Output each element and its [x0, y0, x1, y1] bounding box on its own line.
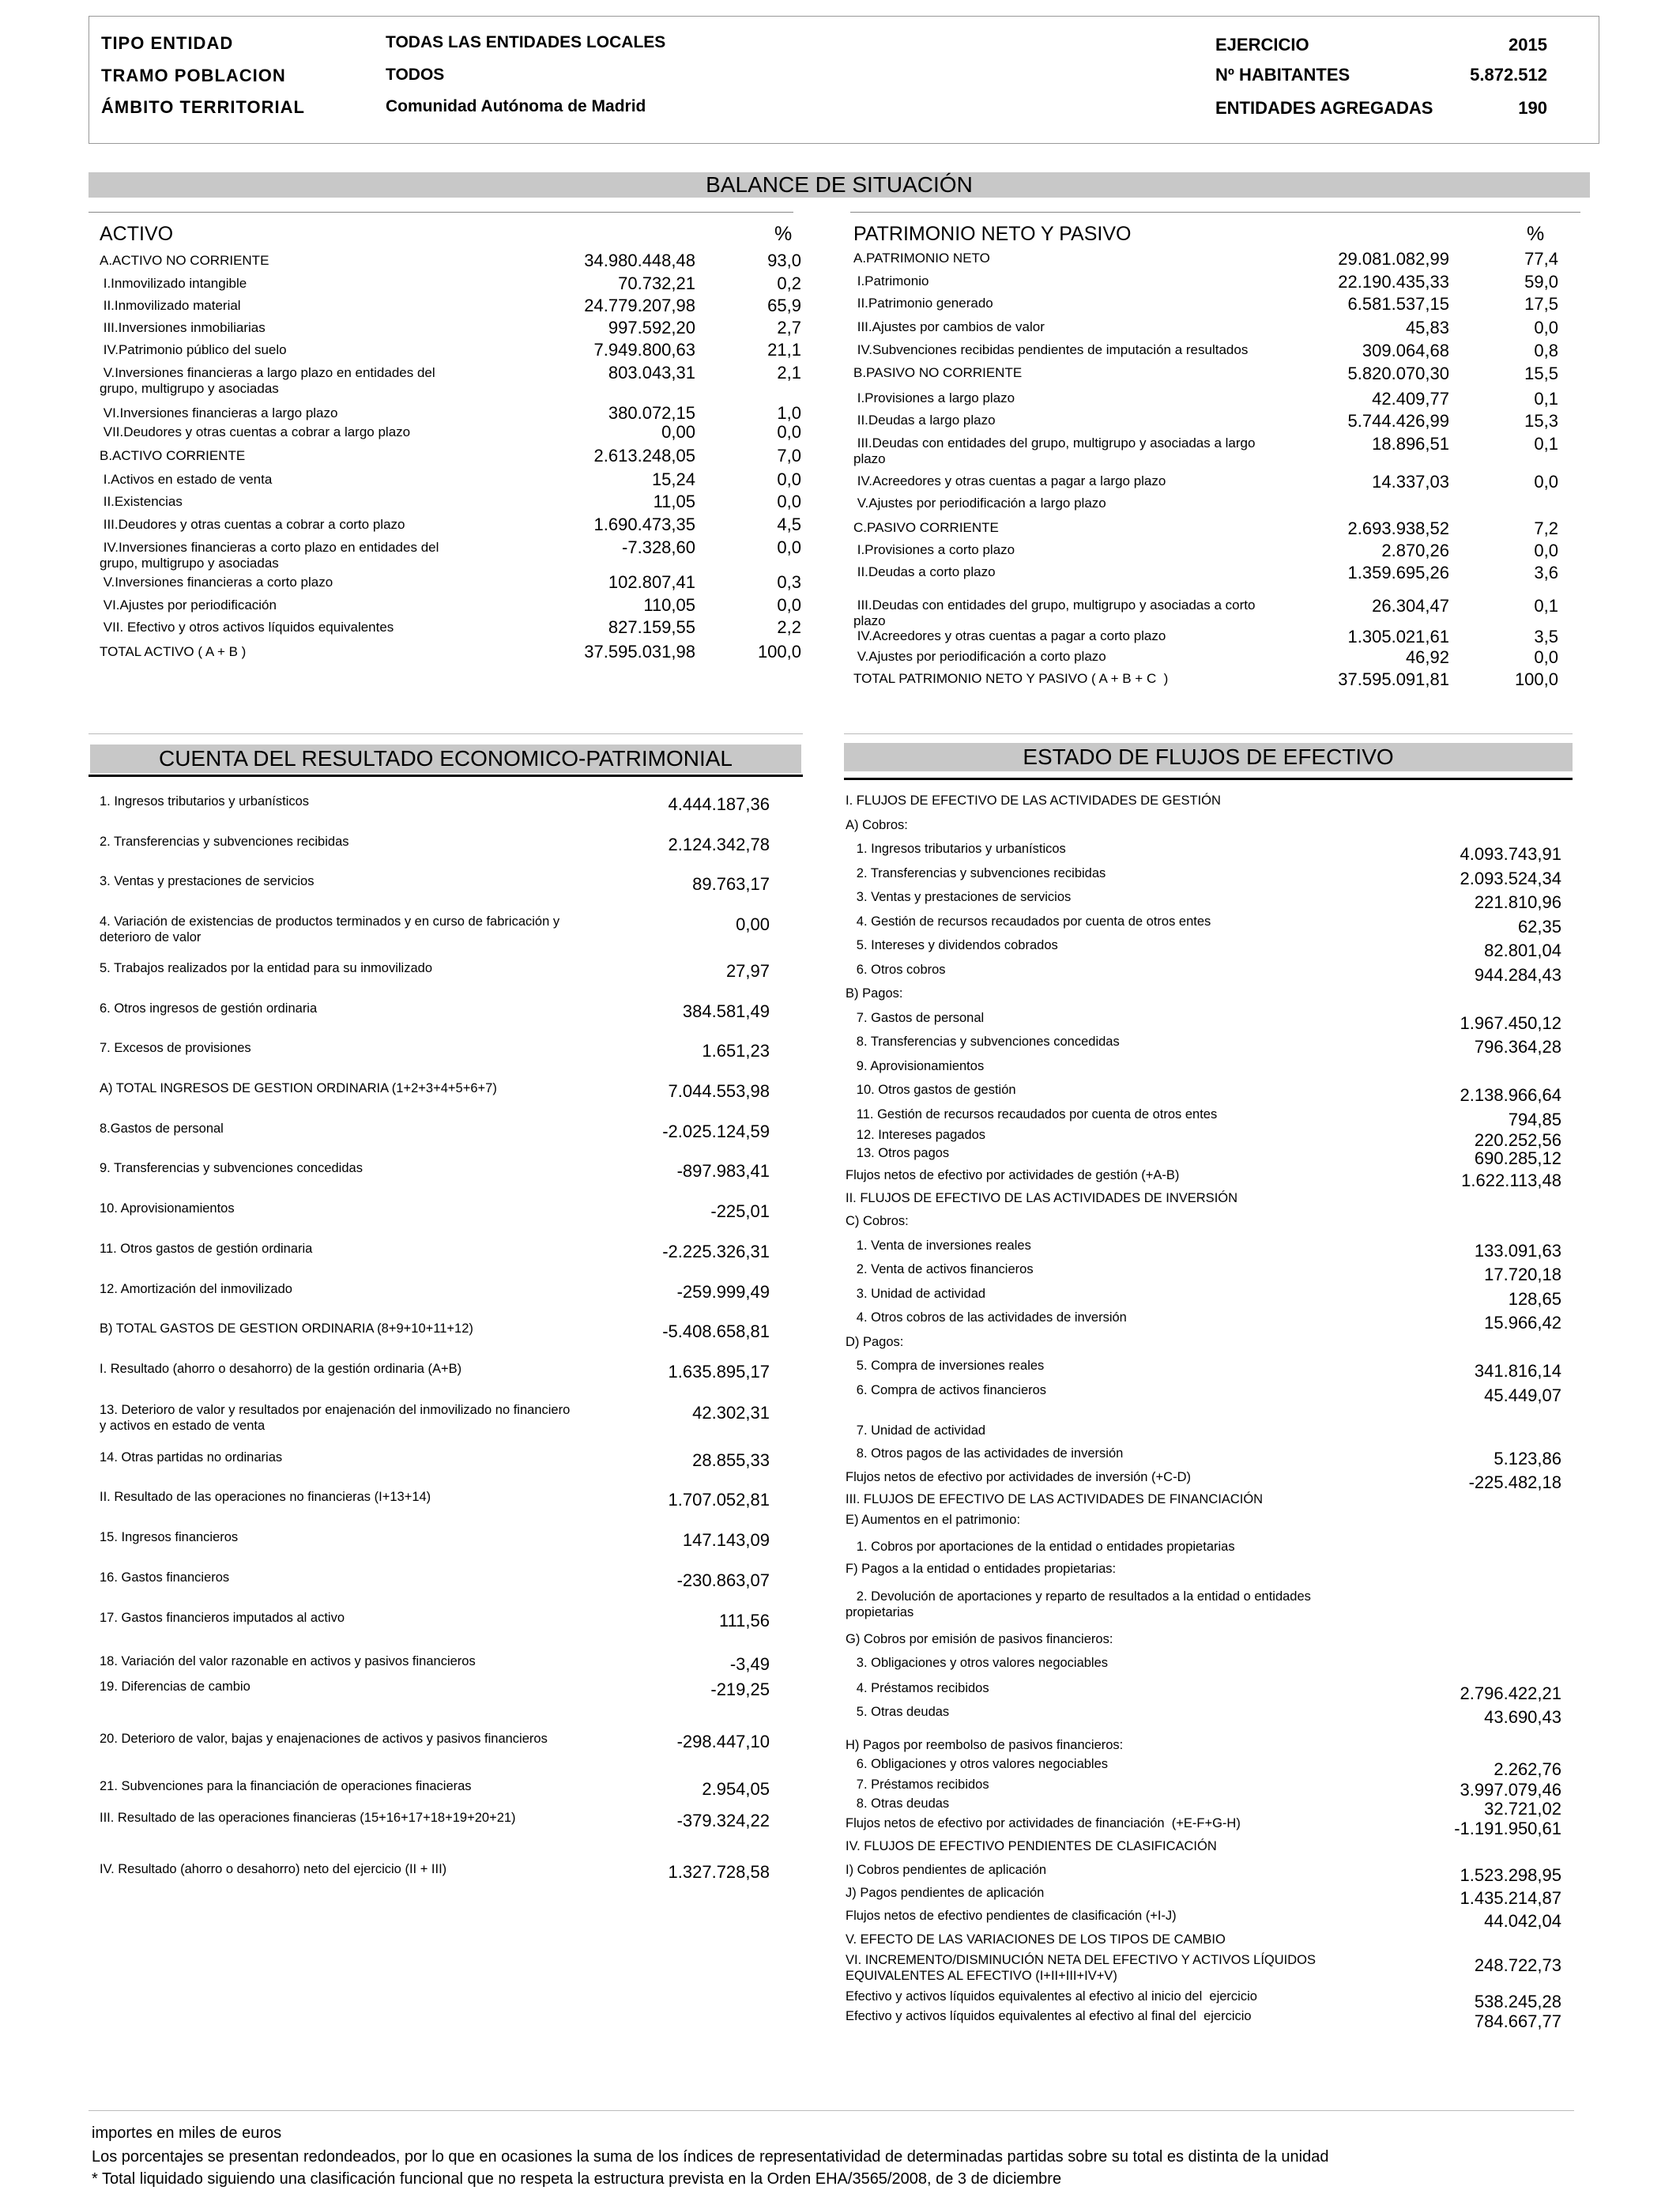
cuenta-row-label: IV. Resultado (ahorro o desahorro) neto del ejercicio (II + III) [100, 1862, 447, 1876]
flujos-row-label: 2. Venta de activos financieros [846, 1262, 1034, 1276]
activo-row-label: IV.Inversiones financieras a corto plazo en entidades del grupo, multigrupo y asociadas [100, 540, 443, 571]
flujos-row-value: 690.285,12 [1474, 1148, 1561, 1168]
pasivo-row-pct: 100,0 [1514, 669, 1558, 689]
flujos-row-label: I) Cobros pendientes de aplicación [846, 1863, 1047, 1877]
flujos-row-label: 7. Gastos de personal [846, 1011, 985, 1025]
flujos-row-value: 944.284,43 [1474, 965, 1561, 985]
flujos-row-value: 15.966,42 [1484, 1313, 1561, 1333]
activo-row-label: III.Deudores y otras cuentas a cobrar a corto plazo [100, 517, 405, 532]
pasivo-row-pct: 15,3 [1524, 411, 1558, 431]
cuenta-row-value: 28.855,33 [692, 1450, 770, 1470]
pasivo-row-label: III.Deudas con entidades del grupo, multigrupo y asociadas a corto plazo [853, 598, 1260, 628]
flujos-row-value: 45.449,07 [1484, 1385, 1561, 1405]
flujos-row-label: 4. Préstamos recibidos [846, 1681, 989, 1695]
pasivo-row-label: IV.Subvenciones recibidas pendientes de imputación a resultados [853, 342, 1249, 357]
cuenta-row-label: 3. Ventas y prestaciones de servicios [100, 874, 315, 888]
pasivo-title: PATRIMONIO NETO Y PASIVO [853, 223, 1132, 245]
flujos-row-label: Flujos netos de efectivo pendientes de clasificación (+I-J) [846, 1909, 1177, 1923]
pasivo-row-label: C.PASIVO CORRIENTE [853, 520, 999, 535]
cuenta-row-label: 12. Amortización del inmovilizado [100, 1282, 292, 1296]
activo-row-pct: 4,5 [777, 515, 801, 534]
cuenta-row-label: 1. Ingresos tributarios y urbanísticos [100, 794, 310, 809]
flujos-row-value: 17.720,18 [1484, 1265, 1561, 1284]
habitantes-label: Nº HABITANTES [1215, 65, 1350, 85]
activo-row-pct: 21,1 [767, 340, 801, 360]
activo-row-value: 7.949.800,63 [593, 340, 695, 360]
cuenta-row-value: -2.025.124,59 [662, 1122, 770, 1141]
cuenta-row-value: -259.999,49 [676, 1282, 770, 1302]
flujos-row-label: 4. Gestión de recursos recaudados por cuenta de otros entes [846, 914, 1211, 929]
divider [89, 212, 793, 213]
ambito-value: Comunidad Autónoma de Madrid [386, 97, 646, 115]
flujos-row-label: 9. Aprovisionamientos [846, 1059, 985, 1073]
activo-row-label: TOTAL ACTIVO ( A + B ) [100, 644, 247, 659]
pasivo-row-value: 2.870,26 [1381, 541, 1449, 560]
cuenta-row-value: -379.324,22 [676, 1811, 770, 1830]
cuenta-row-label: 19. Diferencias de cambio [100, 1679, 250, 1694]
flujos-row-label: 8. Transferencias y subvenciones concedidas [846, 1035, 1120, 1049]
pasivo-row-pct: 0,8 [1534, 341, 1558, 360]
flujos-row-value: 1.435.214,87 [1460, 1888, 1561, 1908]
pasivo-row-pct: 15,5 [1524, 364, 1558, 383]
cuenta-row-value: -2.225.326,31 [662, 1242, 770, 1261]
flujos-row-value: 128,65 [1508, 1289, 1561, 1309]
cuenta-row-value: 147.143,09 [682, 1530, 770, 1550]
flujos-row-value: 1.523.298,95 [1460, 1865, 1561, 1885]
flujos-row-label: 10. Otros gastos de gestión [846, 1083, 1016, 1097]
activo-row-value: -7.328,60 [622, 537, 695, 557]
flujos-row-value: 2.796.422,21 [1460, 1683, 1561, 1703]
header-row-tramo [101, 66, 444, 86]
pasivo-row-value: 22.190.435,33 [1338, 272, 1449, 292]
pasivo-row-pct: 0,1 [1534, 389, 1558, 409]
cuenta-row-label: 17. Gastos financieros imputados al activo [100, 1611, 345, 1625]
pasivo-row-value: 37.595.091,81 [1338, 669, 1449, 689]
cuenta-row-value: 1.651,23 [702, 1041, 770, 1061]
pasivo-row-label: I.Patrimonio [853, 273, 929, 288]
activo-row-label: V.Inversiones financieras a corto plazo [100, 575, 333, 590]
activo-row-value: 15,24 [651, 469, 695, 489]
cuenta-row-value: 1.707.052,81 [668, 1490, 770, 1510]
activo-row-label: II.Inmovilizado material [100, 298, 241, 313]
activo-row-label: I.Inmovilizado intangible [100, 276, 247, 291]
cuenta-row-value: 27,97 [725, 961, 770, 981]
activo-row-value: 37.595.031,98 [584, 642, 695, 662]
flujos-title: ESTADO DE FLUJOS DE EFECTIVO [844, 743, 1573, 771]
flujos-row-label: 1. Cobros por aportaciones de la entidad o entidades propietarias [846, 1540, 1235, 1554]
cuenta-title: CUENTA DEL RESULTADO ECONOMICO-PATRIMONIAL [90, 745, 801, 773]
flujos-row-label: 13. Otros pagos [846, 1146, 950, 1160]
flujos-row-label: IV. FLUJOS DE EFECTIVO PENDIENTES DE CLASIFICACIÓN [846, 1839, 1217, 1853]
flujos-row-value: 221.810,96 [1474, 892, 1561, 912]
activo-row-value: 102.807,41 [608, 572, 695, 592]
pasivo-row-value: 6.581.537,15 [1347, 294, 1449, 314]
activo-row-label: III.Inversiones inmobiliarias [100, 320, 266, 335]
activo-row-label: A.ACTIVO NO CORRIENTE [100, 253, 269, 268]
header-row-entidades [1215, 98, 1547, 119]
cuenta-row-value: 42.302,31 [692, 1403, 770, 1423]
activo-row-value: 803.043,31 [608, 363, 695, 383]
cuenta-row-label: 21. Subvenciones para la financiación de operaciones finacieras [100, 1779, 472, 1793]
pasivo-row-label: V.Ajustes por periodificación a largo plazo [853, 496, 1106, 511]
pasivo-row-pct: 77,4 [1524, 249, 1558, 269]
pasivo-row-label: IV.Acreedores y otras cuentas a pagar a corto plazo [853, 628, 1166, 643]
entidades-value: 190 [1518, 98, 1547, 118]
flujos-row-value: 538.245,28 [1474, 1992, 1561, 2011]
activo-row-label: IV.Patrimonio público del suelo [100, 342, 287, 357]
cuenta-row-label: B) TOTAL GASTOS DE GESTION ORDINARIA (8+9+10+11+12) [100, 1321, 473, 1336]
flujos-row-value: 796.364,28 [1474, 1037, 1561, 1057]
pasivo-row-value: 45,83 [1405, 318, 1449, 337]
cuenta-row-value: 384.581,49 [682, 1001, 770, 1021]
activo-row-pct: 7,0 [777, 446, 801, 466]
activo-title: ACTIVO [100, 223, 174, 245]
pasivo-row-label: III.Ajustes por cambios de valor [853, 319, 1045, 334]
pasivo-row-value: 2.693.938,52 [1347, 518, 1449, 538]
activo-row-pct: 0,0 [777, 492, 801, 511]
activo-row-pct: 2,1 [777, 363, 801, 383]
divider [844, 778, 1573, 780]
flujos-row-label: 1. Ingresos tributarios y urbanísticos [846, 842, 1066, 856]
flujos-row-label: D) Pagos: [846, 1335, 904, 1349]
flujos-row-label: E) Aumentos en el patrimonio: [846, 1513, 1021, 1527]
flujos-row-value: 3.997.079,46 [1460, 1780, 1561, 1800]
flujos-row-label: 11. Gestión de recursos recaudados por cuenta de otros entes [846, 1107, 1218, 1122]
activo-row-pct: 0,0 [777, 537, 801, 557]
footer-note-total: * Total liquidado siguiendo una clasificación funcional que no respeta la estructura prevista en la Orden EHA/3565/2008, de 3 de diciembre [92, 2170, 1062, 2188]
header-row-ejercicio [1215, 35, 1547, 55]
divider [89, 2110, 1574, 2111]
cuenta-row-label: 8.Gastos de personal [100, 1122, 224, 1136]
activo-row-value: 70.732,21 [618, 273, 695, 293]
activo-row-pct: 0,0 [777, 422, 801, 442]
flujos-row-label: C) Cobros: [846, 1214, 909, 1228]
cuenta-row-label: 15. Ingresos financieros [100, 1530, 239, 1544]
pasivo-row-label: A.PATRIMONIO NETO [853, 251, 990, 266]
cuenta-row-value: 2.954,05 [702, 1779, 770, 1799]
flujos-row-label: III. FLUJOS DE EFECTIVO DE LAS ACTIVIDADES DE FINANCIACIÓN [846, 1492, 1264, 1506]
activo-row-label: B.ACTIVO CORRIENTE [100, 448, 246, 463]
activo-row-pct: 1,0 [777, 403, 801, 423]
activo-row-pct: 0,3 [777, 572, 801, 592]
flujos-row-value: 4.093.743,91 [1460, 844, 1561, 864]
flujos-row-label: 6. Obligaciones y otros valores negociables [846, 1757, 1109, 1771]
flujos-row-label: Flujos netos de efectivo por actividades de gestión (+A-B) [846, 1168, 1180, 1182]
cuenta-row-value: -225,01 [710, 1201, 770, 1221]
activo-row-value: 997.592,20 [608, 318, 695, 337]
flujos-row-label: 8. Otras deudas [846, 1796, 950, 1811]
activo-row-pct: 93,0 [767, 251, 801, 270]
pasivo-row-value: 309.064,68 [1362, 341, 1449, 360]
cuenta-row-value: 111,56 [718, 1611, 770, 1630]
flujos-row-label: Flujos netos de efectivo por actividades de financiación (+E-F+G-H) [846, 1816, 1241, 1830]
flujos-row-value: 341.816,14 [1474, 1361, 1561, 1381]
activo-row-pct: 0,0 [777, 469, 801, 489]
ejercicio-label: EJERCICIO [1215, 35, 1309, 55]
activo-row-pct: 65,9 [767, 296, 801, 315]
cuenta-row-label: II. Resultado de las operaciones no financieras (I+13+14) [100, 1490, 431, 1504]
cuenta-row-label: 20. Deterioro de valor, bajas y enajenaciones de activos y pasivos financieros [100, 1732, 548, 1746]
entidades-label: ENTIDADES AGREGADAS [1215, 98, 1433, 118]
cuenta-row-value: 89.763,17 [692, 874, 770, 894]
pasivo-row-pct: 17,5 [1524, 294, 1558, 314]
pasivo-row-label: B.PASIVO NO CORRIENTE [853, 365, 1023, 380]
footer-note-percent: Los porcentajes se presentan redondeados, por lo que en ocasiones la suma de los índices de representatividad de determinadas partidas sobre su total es distinta de la unidad [92, 2148, 1329, 2166]
flujos-row-label: I. FLUJOS DE EFECTIVO DE LAS ACTIVIDADES DE GESTIÓN [846, 794, 1221, 808]
pasivo-row-pct: 0,0 [1534, 318, 1558, 337]
flujos-row-label: 3. Unidad de actividad [846, 1287, 986, 1301]
flujos-row-value: -1.191.950,61 [1454, 1819, 1561, 1838]
flujos-row-value: 2.262,76 [1494, 1759, 1561, 1779]
flujos-row-value: 5.123,86 [1494, 1449, 1561, 1468]
flujos-row-label: 7. Préstamos recibidos [846, 1777, 989, 1792]
flujos-row-label: H) Pagos por reembolso de pasivos financieros: [846, 1738, 1124, 1752]
activo-pct-header: % [774, 223, 793, 245]
cuenta-row-label: 10. Aprovisionamientos [100, 1201, 235, 1216]
pasivo-row-pct: 3,5 [1534, 627, 1558, 647]
divider [89, 775, 803, 777]
habitantes-value: 5.872.512 [1470, 65, 1547, 85]
footer-note-units: importes en miles de euros [92, 2124, 282, 2142]
flujos-row-label: Efectivo y activos líquidos equivalentes al efectivo al final del ejercicio [846, 2009, 1252, 2023]
flujos-row-label: V. EFECTO DE LAS VARIACIONES DE LOS TIPOS DE CAMBIO [846, 1932, 1226, 1947]
ambito-label: ÁMBITO TERRITORIAL [101, 97, 305, 117]
flujos-row-label: 4. Otros cobros de las actividades de inversión [846, 1310, 1127, 1325]
flujos-row-label: B) Pagos: [846, 986, 903, 1001]
cuenta-row-value: 2.124.342,78 [668, 835, 770, 854]
cuenta-row-label: I. Resultado (ahorro o desahorro) de la gestión ordinaria (A+B) [100, 1362, 462, 1376]
flujos-row-value: 220.252,56 [1474, 1130, 1561, 1150]
tramo-label: TRAMO POBLACION [101, 66, 286, 85]
flujos-row-label: 7. Unidad de actividad [846, 1423, 986, 1438]
flujos-row-value: 784.667,77 [1474, 2011, 1561, 2031]
pasivo-row-label: II.Patrimonio generado [853, 296, 993, 311]
header-row-habitantes [1215, 65, 1547, 85]
flujos-row-value: 43.690,43 [1484, 1707, 1561, 1727]
tipo-entidad-label: TIPO ENTIDAD [101, 33, 234, 53]
cuenta-row-value: -897.983,41 [676, 1161, 770, 1181]
pasivo-row-label: I.Provisiones a corto plazo [853, 542, 1015, 557]
flujos-row-label: A) Cobros: [846, 818, 908, 832]
pasivo-row-label: TOTAL PATRIMONIO NETO Y PASIVO ( A + B + C ) [853, 671, 1169, 686]
cuenta-row-label: 14. Otras partidas no ordinarias [100, 1450, 283, 1465]
flujos-row-value: 44.042,04 [1484, 1911, 1561, 1931]
pasivo-row-pct: 0,0 [1534, 541, 1558, 560]
flujos-row-value: 82.801,04 [1484, 941, 1561, 960]
cuenta-row-value: 0,00 [736, 914, 770, 934]
flujos-row-label: 2. Devolución de aportaciones y reparto de resultados a la entidad o entidades propietarias [846, 1589, 1315, 1619]
pasivo-row-value: 1.305.021,61 [1347, 627, 1449, 647]
cuenta-row-label: 11. Otros gastos de gestión ordinaria [100, 1242, 313, 1256]
cuenta-row-label: 9. Transferencias y subvenciones concedidas [100, 1161, 363, 1175]
activo-row-label: VII.Deudores y otras cuentas a cobrar a largo plazo [100, 424, 411, 439]
flujos-row-label: 3. Ventas y prestaciones de servicios [846, 890, 1072, 904]
cuenta-row-label: 4. Variación de existencias de productos terminados y en curso de fabricación y deterioro de valor [100, 914, 563, 944]
flujos-row-label: 1. Venta de inversiones reales [846, 1238, 1031, 1253]
activo-row-label: VII. Efectivo y otros activos líquidos equivalentes [100, 620, 394, 635]
cuenta-row-value: 1.635.895,17 [668, 1362, 770, 1382]
pasivo-row-label: III.Deudas con entidades del grupo, multigrupo y asociadas a largo plazo [853, 435, 1260, 466]
flujos-row-label: 6. Compra de activos financieros [846, 1383, 1047, 1397]
pasivo-row-value: 18.896,51 [1372, 434, 1449, 454]
activo-row-value: 34.980.448,48 [584, 251, 695, 270]
flujos-row-label: 12. Intereses pagados [846, 1128, 986, 1142]
activo-row-pct: 100,0 [757, 642, 801, 662]
flujos-row-label: 5. Otras deudas [846, 1705, 950, 1719]
flujos-row-label: 6. Otros cobros [846, 963, 946, 977]
ejercicio-value: 2015 [1509, 35, 1547, 55]
pasivo-row-value: 5.744.426,99 [1347, 411, 1449, 431]
pasivo-row-value: 29.081.082,99 [1338, 249, 1449, 269]
flujos-row-label: II. FLUJOS DE EFECTIVO DE LAS ACTIVIDADES DE INVERSIÓN [846, 1191, 1238, 1205]
pasivo-row-label: V.Ajustes por periodificación a corto plazo [853, 649, 1106, 664]
cuenta-row-label: A) TOTAL INGRESOS DE GESTION ORDINARIA (1+2+3+4+5+6+7) [100, 1081, 497, 1095]
pasivo-row-pct: 0,1 [1534, 596, 1558, 616]
cuenta-row-label: 16. Gastos financieros [100, 1570, 230, 1585]
cuenta-row-label: 6. Otros ingresos de gestión ordinaria [100, 1001, 318, 1016]
activo-row-label: I.Activos en estado de venta [100, 472, 273, 487]
cuenta-row-value: -5.408.658,81 [662, 1321, 770, 1341]
flujos-row-label: 2. Transferencias y subvenciones recibidas [846, 866, 1106, 880]
flujos-row-label: 5. Compra de inversiones reales [846, 1359, 1045, 1373]
activo-row-value: 827.159,55 [608, 617, 695, 637]
cuenta-row-value: -298.447,10 [676, 1732, 770, 1751]
pasivo-row-pct: 0,0 [1534, 472, 1558, 492]
divider [89, 733, 803, 734]
cuenta-row-label: 13. Deterioro de valor y resultados por enajenación del inmovilizado no financiero y activos en estado de venta [100, 1403, 574, 1433]
pasivo-row-value: 1.359.695,26 [1347, 563, 1449, 582]
pasivo-row-value: 14.337,03 [1372, 472, 1449, 492]
flujos-row-value: 62,35 [1517, 917, 1561, 937]
cuenta-row-value: 7.044.553,98 [668, 1081, 770, 1101]
activo-row-label: II.Existencias [100, 494, 183, 509]
activo-row-pct: 2,2 [777, 617, 801, 637]
flujos-row-value: 1.967.450,12 [1460, 1013, 1561, 1033]
header-row-tipo [101, 33, 665, 54]
pasivo-row-label: IV.Acreedores y otras cuentas a pagar a largo plazo [853, 473, 1166, 488]
cuenta-row-label: 2. Transferencias y subvenciones recibidas [100, 835, 349, 849]
pasivo-row-pct: 0,0 [1534, 647, 1558, 667]
flujos-row-label: 8. Otros pagos de las actividades de inversión [846, 1446, 1124, 1461]
divider [844, 733, 1573, 734]
activo-row-label: VI.Ajustes por periodificación [100, 598, 277, 613]
cuenta-row-value: -219,25 [710, 1679, 770, 1699]
tramo-value: TODOS [386, 66, 445, 84]
flujos-row-value: 133.091,63 [1474, 1241, 1561, 1261]
cuenta-row-label: 18. Variación del valor razonable en activos y pasivos financieros [100, 1654, 476, 1668]
cuenta-row-value: 1.327.728,58 [668, 1862, 770, 1882]
flujos-row-label: J) Pagos pendientes de aplicación [846, 1886, 1045, 1900]
pasivo-row-value: 42.409,77 [1372, 389, 1449, 409]
flujos-row-label: Efectivo y activos líquidos equivalentes al efectivo al inicio del ejercicio [846, 1989, 1257, 2004]
balance-title: BALANCE DE SITUACIÓN [89, 172, 1590, 198]
cuenta-row-value: -3,49 [729, 1654, 770, 1674]
pasivo-row-pct: 7,2 [1534, 518, 1558, 538]
activo-row-value: 24.779.207,98 [584, 296, 695, 315]
activo-row-pct: 0,0 [777, 595, 801, 615]
flujos-row-label: 3. Obligaciones y otros valores negociables [846, 1656, 1109, 1670]
activo-row-label: V.Inversiones financieras a largo plazo en entidades del grupo, multigrupo y asociadas [100, 365, 439, 396]
pasivo-row-pct: 59,0 [1524, 272, 1558, 292]
cuenta-row-value: 4.444.187,36 [668, 794, 770, 814]
flujos-row-value: -225.482,18 [1468, 1472, 1561, 1492]
divider [850, 212, 1580, 213]
flujos-row-label: F) Pagos a la entidad o entidades propietarias: [846, 1562, 1117, 1576]
cuenta-row-label: III. Resultado de las operaciones financieras (15+16+17+18+19+20+21) [100, 1811, 516, 1825]
flujos-row-value: 32.721,02 [1484, 1799, 1561, 1819]
flujos-row-label: G) Cobros por emisión de pasivos financieros: [846, 1632, 1113, 1646]
flujos-row-value: 2.093.524,34 [1460, 869, 1561, 888]
cuenta-row-label: 5. Trabajos realizados por la entidad para su inmovilizado [100, 961, 432, 975]
flujos-row-value: 248.722,73 [1474, 1955, 1561, 1975]
flujos-row-value: 794,85 [1508, 1110, 1561, 1129]
activo-row-label: VI.Inversiones financieras a largo plazo [100, 405, 338, 420]
flujos-row-label: Flujos netos de efectivo por actividades de inversión (+C-D) [846, 1470, 1192, 1484]
tipo-entidad-value: TODAS LAS ENTIDADES LOCALES [386, 33, 666, 51]
pasivo-row-value: 26.304,47 [1372, 596, 1449, 616]
cuenta-row-label: 7. Excesos de provisiones [100, 1041, 251, 1055]
pasivo-row-label: I.Provisiones a largo plazo [853, 390, 1015, 405]
pasivo-row-value: 5.820.070,30 [1347, 364, 1449, 383]
pasivo-row-label: II.Deudas a largo plazo [853, 413, 996, 428]
flujos-row-label: 5. Intereses y dividendos cobrados [846, 938, 1058, 952]
activo-row-value: 380.072,15 [608, 403, 695, 423]
flujos-row-label: VI. INCREMENTO/DISMINUCIÓN NETA DEL EFECTIVO Y ACTIVOS LÍQUIDOS EQUIVALENTES AL EFECTIVO (I+II+III+IV+V) [846, 1953, 1320, 1983]
pasivo-row-pct: 3,6 [1534, 563, 1558, 582]
activo-row-pct: 2,7 [777, 318, 801, 337]
pasivo-row-pct: 0,1 [1534, 434, 1558, 454]
activo-row-value: 11,05 [653, 492, 695, 511]
cuenta-row-value: -230.863,07 [676, 1570, 770, 1590]
flujos-row-value: 2.138.966,64 [1460, 1085, 1561, 1105]
activo-row-value: 110,05 [643, 595, 695, 615]
activo-row-value: 2.613.248,05 [593, 446, 695, 466]
pasivo-pct-header: % [1527, 223, 1545, 245]
activo-row-value: 0,00 [661, 422, 695, 442]
activo-row-pct: 0,2 [777, 273, 801, 293]
flujos-row-value: 1.622.113,48 [1461, 1171, 1561, 1190]
pasivo-row-value: 46,92 [1405, 647, 1449, 667]
activo-row-value: 1.690.473,35 [593, 515, 695, 534]
header-row-ambito [101, 97, 646, 118]
pasivo-row-label: II.Deudas a corto plazo [853, 564, 996, 579]
